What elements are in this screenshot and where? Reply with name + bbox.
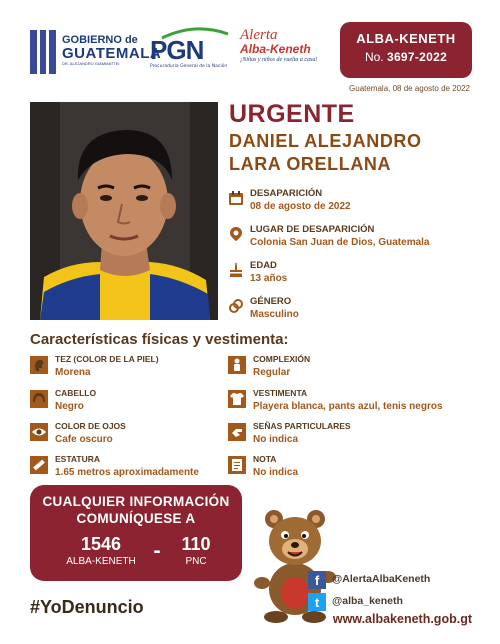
pgn-logo-text: PGN	[150, 35, 204, 65]
estatura-label: ESTATURA	[55, 454, 101, 464]
feat-estatura	[30, 454, 240, 486]
twitter-handle: @alba_keneth	[332, 595, 403, 607]
feat-tez	[30, 354, 240, 386]
feat-ojos	[30, 421, 240, 453]
case-number-badge	[340, 22, 472, 78]
vestimenta-value: Playera blanca, pants azul, tenis negros	[253, 401, 443, 412]
feat-nota	[228, 454, 438, 486]
phone-pnc-label: PNC	[185, 556, 207, 567]
contact-box	[30, 485, 242, 581]
hand-icon	[228, 423, 246, 441]
urgente-heading: URGENTE	[229, 100, 355, 128]
feat-senas	[228, 421, 438, 453]
nota-label: NOTA	[253, 454, 277, 464]
pgn-logo	[150, 28, 238, 74]
case-title: ALBA-KENETH	[356, 31, 456, 46]
lugar-value: Colonia San Juan de Dios, Guatemala	[250, 237, 430, 248]
phone-pnc: 110	[181, 534, 211, 554]
ojos-label: COLOR DE OJOS	[55, 421, 126, 431]
facebook-icon: f	[308, 571, 326, 589]
missing-person-name-line2: LARA ORELLANA	[229, 154, 392, 174]
feat-cabello	[30, 388, 240, 420]
facebook-handle: @AlertaAlbaKeneth	[332, 573, 431, 585]
desaparicion-label: DESAPARICIÓN	[250, 188, 323, 199]
estatura-value: 1.65 metros aproximadamente	[55, 467, 199, 478]
eye-icon	[30, 423, 48, 441]
case-number	[340, 48, 472, 66]
hashtag: #YoDenuncio	[30, 597, 144, 617]
gobierno-guatemala-logo	[62, 34, 162, 67]
ruler-icon	[30, 456, 48, 474]
missing-person-name-line1: DANIEL ALEJANDRO	[229, 131, 422, 151]
cabello-label: CABELLO	[55, 388, 97, 398]
tez-value: Morena	[55, 367, 91, 378]
pgn-subtitle: Procuraduría General de la Nación	[150, 64, 228, 69]
twitter-icon: t	[308, 593, 326, 611]
phone-alba-keneth-label: ALBA-KENETH	[66, 556, 136, 567]
gobierno-line2: GUATEMALA	[62, 45, 162, 62]
missing-person-photo	[30, 102, 218, 320]
edad-value: 13 años	[250, 273, 288, 284]
ojos-value: Cafe oscuro	[55, 434, 113, 445]
gobierno-line1: GOBIERNO de	[62, 34, 138, 46]
calendar-icon	[228, 190, 244, 206]
feat-vestimenta	[228, 388, 443, 420]
facebook-link[interactable]	[308, 571, 478, 589]
alerta-alba-keneth-logo	[240, 28, 330, 74]
senas-value: No indica	[253, 434, 299, 445]
genero-label: GÉNERO	[250, 296, 292, 307]
caracteristicas-title: Características físicas y vestimenta:	[30, 331, 289, 348]
alerta-line1: Alerta	[240, 27, 278, 43]
gender-icon	[228, 298, 244, 314]
date-line: Guatemala, 08 de agosto de 2022	[349, 84, 470, 93]
info-genero	[228, 296, 478, 328]
complexion-label: COMPLEXIÓN	[253, 354, 311, 364]
pgn-swoosh-icon	[160, 26, 230, 40]
website-link[interactable]: www.albakeneth.gob.gt	[332, 612, 472, 626]
case-no-value: 3697-2022	[386, 50, 448, 64]
note-icon	[228, 456, 246, 474]
edad-label: EDAD	[250, 260, 277, 271]
nota-value: No indica	[253, 467, 299, 478]
tez-label: TEZ (COLOR DE LA PIEL)	[55, 354, 159, 364]
twitter-link[interactable]	[308, 593, 478, 611]
phone-separator: -	[153, 541, 161, 562]
contact-line2: COMUNÍQUESE A	[76, 511, 196, 526]
info-lugar	[228, 224, 478, 256]
gobierno-line3: DR. ALEJANDRO GIAMMATTEI	[62, 61, 120, 66]
face-profile-icon	[30, 356, 48, 374]
alerta-line3: ¡Niñas y niños de vuelta a casa!	[240, 57, 318, 63]
alerta-line2: Alba-Keneth	[240, 42, 311, 56]
phone-alba-keneth: 1546	[80, 534, 122, 554]
lugar-label: LUGAR DE DESAPARICIÓN	[250, 224, 375, 235]
genero-value: Masculino	[250, 309, 299, 320]
info-desaparicion	[228, 188, 478, 220]
case-no-label: No.	[364, 50, 384, 64]
contact-line1: CUALQUIER INFORMACIÓN	[42, 494, 230, 509]
cabello-value: Negro	[55, 401, 84, 412]
body-icon	[228, 356, 246, 374]
guatemala-flag-icon	[30, 30, 56, 74]
complexion-value: Regular	[253, 367, 291, 378]
info-edad	[228, 260, 478, 292]
shirt-icon	[228, 390, 246, 408]
desaparicion-value: 08 de agosto de 2022	[250, 201, 351, 212]
vestimenta-label: VESTIMENTA	[253, 388, 308, 398]
hair-icon	[30, 390, 48, 408]
senas-label: SEÑAS PARTICULARES	[253, 421, 351, 431]
birthday-cake-icon	[228, 262, 244, 278]
feat-complexion	[228, 354, 438, 386]
location-pin-icon	[228, 226, 244, 242]
